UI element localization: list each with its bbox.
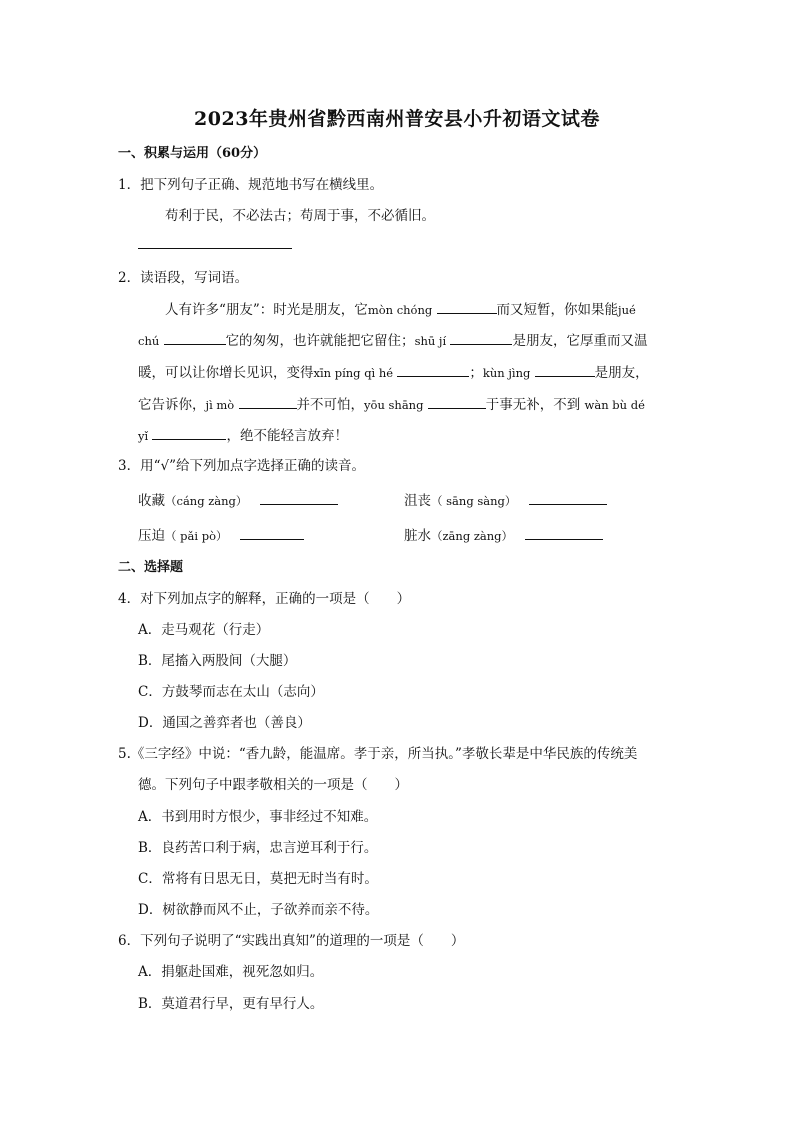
pinyin-prompt: shū jí (414, 334, 447, 348)
pinyin-prompt: yǐ (138, 429, 149, 443)
passage-text: 它的匆匆，也许就能把它留住； (225, 333, 415, 349)
pinyin-prompt: yōu shāng (364, 398, 424, 412)
option-c[interactable]: C．方鼓琴而志在太山（志向） (138, 684, 324, 700)
question-2-line-5 (138, 425, 348, 446)
question-2-line-3 (138, 362, 649, 383)
passage-text: 暖，可以让你增长见识，变得 (138, 365, 314, 381)
section-heading-2: 二、选择题 (118, 560, 184, 575)
answer-blank[interactable] (437, 299, 497, 314)
item-word: 沮丧 (404, 493, 431, 509)
pinyin-item (138, 525, 304, 546)
passage-text: 是朋友，它厚重而又温 (512, 333, 648, 349)
passage-text: 于事无补，不到 (485, 397, 581, 413)
passage-text: 是朋友， (594, 365, 649, 381)
pinyin-item (404, 490, 607, 511)
option-d[interactable]: D．树欲静而风不止，子欲养而亲不待。 (138, 902, 379, 918)
question-2-line-2 (138, 330, 647, 351)
pinyin-prompt: jué (618, 303, 636, 317)
item-pinyin: （cáng zàng） (165, 494, 248, 508)
question-2-line-4 (138, 394, 645, 415)
passage-text: 并不可怕， (296, 397, 365, 413)
answer-blank[interactable] (152, 425, 226, 440)
pinyin-prompt: mòn chóng (367, 303, 433, 317)
passage-text: 人有许多“朋友”：时光是朋友，它 (165, 302, 368, 318)
option-a[interactable]: A．捐躯赴国难，视死忽如归。 (138, 964, 324, 980)
page-title: 2023年贵州省黔西南州普安县小升初语文试卷 (194, 108, 600, 130)
answer-blank[interactable] (240, 525, 304, 540)
passage-text: 而又短暂，你如果能 (496, 302, 619, 318)
pinyin-item (404, 525, 603, 546)
answer-blank[interactable] (535, 362, 595, 377)
pinyin-prompt: kùn jìng (482, 366, 531, 380)
question-4-stem: 4．对下列加点字的解释，正确的一项是（ ） (118, 591, 411, 607)
question-3-stem: 3．用“√”给下列加点字选择正确的读音。 (118, 458, 365, 474)
item-word: 压迫 (138, 528, 165, 544)
passage-text: ； (469, 365, 483, 381)
section-heading-1: 一、积累与运用（60分） (118, 146, 267, 161)
answer-blank[interactable] (529, 490, 607, 505)
item-word: 收藏 (138, 493, 165, 509)
answer-blank[interactable] (164, 330, 226, 345)
pinyin-prompt: wàn bù dé (584, 398, 645, 412)
option-b[interactable]: B．莫道君行早，更有早行人。 (138, 996, 324, 1012)
question-5-stem-line-2: 德。下列句子中跟孝敬相关的一项是（ ） (138, 777, 408, 793)
passage-text: ，绝不能轻言放弃！ (226, 428, 348, 444)
item-pinyin: （ sāng sàng） (431, 494, 517, 508)
question-1-sentence: 苟利于民，不必法古；苟周于事，不必循旧。 (165, 208, 435, 224)
option-b[interactable]: B．良药苦口利于病，忠言逆耳利于行。 (138, 840, 378, 856)
answer-blank[interactable] (397, 362, 469, 377)
option-a[interactable]: A．书到用时方恨少，事非经过不知难。 (138, 809, 378, 825)
question-2-stem: 2．读语段，写词语。 (118, 270, 249, 286)
question-2-line-1 (165, 299, 636, 320)
item-pinyin: （zāng zàng） (431, 529, 514, 543)
pinyin-prompt: jì mò (205, 398, 235, 412)
option-c[interactable]: C．常将有日思无日，莫把无时当有时。 (138, 871, 378, 887)
item-pinyin: （ pǎi pò） (165, 529, 228, 543)
pinyin-prompt: chú (138, 334, 160, 348)
pinyin-prompt: xīn píng qì hé (313, 366, 394, 380)
question-1-answer-line[interactable] (138, 234, 292, 255)
question-5-stem-line-1: 5.《三字经》中说：“香九龄，能温席。孝于亲，所当执。”孝敬长辈是中华民族的传统美 (118, 746, 638, 762)
option-d[interactable]: D．通国之善弈者也（善良） (138, 715, 311, 731)
answer-blank[interactable] (450, 330, 512, 345)
question-6-stem: 6．下列句子说明了“实践出真知”的道理的一项是（ ） (118, 933, 465, 949)
passage-text: 它告诉你， (138, 397, 206, 413)
pinyin-item (138, 490, 338, 511)
answer-blank[interactable] (525, 525, 603, 540)
question-1-stem: 1．把下列句子正确、规范地书写在横线里。 (118, 177, 384, 193)
answer-blank[interactable] (239, 394, 297, 409)
option-b[interactable]: B．尾搐入两股间（大腿） (138, 653, 297, 669)
answer-blank[interactable] (260, 490, 338, 505)
item-word: 脏水 (404, 528, 431, 544)
option-a[interactable]: A．走马观花（行走） (138, 622, 270, 638)
answer-blank[interactable] (428, 394, 486, 409)
